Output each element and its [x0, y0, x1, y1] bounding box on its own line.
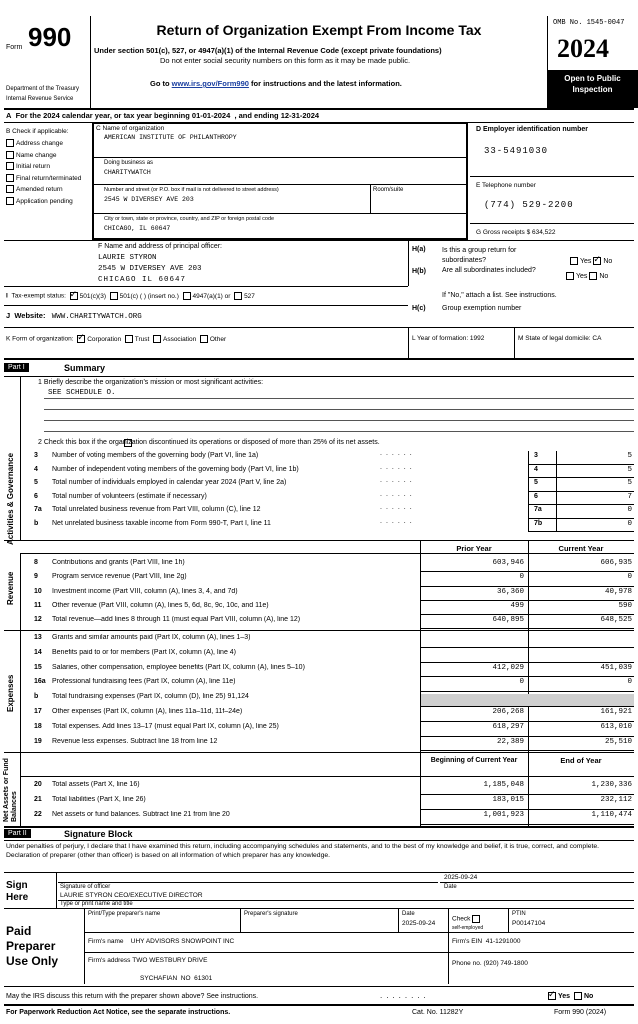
goto-line	[150, 79, 402, 88]
checkbox-address-change[interactable]: Address change	[6, 138, 81, 150]
irs-link[interactable]: www.irs.gov/Form990	[171, 79, 249, 88]
line-number: b	[34, 519, 39, 527]
ptin-label: PTIN	[512, 911, 526, 917]
line-number: 21	[34, 796, 42, 803]
line-number: 18	[34, 722, 42, 730]
current-year-value: 0	[627, 573, 632, 582]
current-year-value: 1,230,336	[591, 781, 632, 789]
ha-options	[570, 257, 612, 265]
prior-year-header: Prior Year	[456, 544, 492, 553]
year-of-formation: L Year of formation: 1992	[412, 335, 485, 342]
line-text: Total number of individuals employed in calendar year 2024 (Part V, line 2a)	[52, 479, 287, 486]
website-row: J Website: WWW.CHARITYWATCH.ORG	[6, 311, 142, 321]
line-number: 5	[34, 479, 38, 486]
prior-year-value: 0	[519, 573, 524, 582]
line-text: Salaries, other compensation, employee benefits (Part IX, column (A), lines 5–10)	[52, 663, 305, 671]
officer-street: 2545 W DIVERSEY AVE 203	[98, 265, 202, 273]
phone-label: E Telephone number	[476, 182, 536, 189]
hc-label: H(c)	[412, 305, 426, 312]
hb-text: Are all subordinates included?	[442, 267, 536, 274]
line-number: 20	[34, 781, 42, 788]
firm-row: Firm's name UHY ADVISORS SNOWPOINT INC	[88, 938, 235, 945]
self-employed-label: self-employed	[452, 925, 484, 931]
hb-no[interactable]: No	[589, 273, 608, 280]
sign-here: Sign Here	[6, 880, 29, 903]
governance-line	[0, 465, 638, 479]
line-box-label: 5	[534, 479, 538, 486]
financial-line	[0, 615, 638, 629]
line-text: Benefits paid to or for members (Part IX, column (A), line 4)	[52, 648, 237, 656]
line-text: Contributions and grants (Part VIII, line 1h)	[52, 559, 185, 566]
ein-label: D Employer identification number	[476, 126, 589, 133]
line-text: Net assets or fund balances. Subtract line 21 from line 20	[52, 811, 230, 818]
line-number: 14	[34, 648, 42, 656]
line-text: Investment income (Part VIII, column (A), lines 3, 4, and 7d)	[52, 587, 238, 595]
financial-line	[0, 648, 638, 663]
checkbox-initial-return[interactable]: Initial return	[6, 161, 81, 173]
financial-line	[0, 633, 638, 648]
line-number: 6	[34, 492, 38, 500]
line-value: 7	[627, 492, 632, 501]
dba-label: Doing business as	[104, 160, 154, 166]
org-corporation[interactable]: ✓ Corporation	[77, 336, 121, 343]
line-number: 19	[34, 737, 42, 745]
line-number: 3	[34, 452, 38, 459]
discuss-options	[548, 992, 593, 1000]
org-association[interactable]: Association	[153, 336, 196, 343]
firm-address: Firm's address TWO WESTBURY DRIVE	[88, 957, 208, 964]
ha-text: Is this a group return for subordinates?	[442, 247, 517, 264]
line-number: 8	[34, 559, 38, 566]
tax-exempt-status: I Tax-exempt status: ✓ 501(c)(3) 501(c) ( ) (insert no.) 4947(a)(1) or 527	[6, 292, 255, 300]
discuss-dots: ........	[380, 991, 430, 1000]
financial-line	[0, 737, 638, 752]
line-text: Total liabilities (Part X, line 26)	[52, 796, 146, 803]
hc-text: Group exemption number	[442, 305, 522, 312]
financial-line	[0, 558, 638, 572]
hb-options	[566, 272, 608, 280]
section-b-list	[6, 138, 81, 207]
form-title: Return of Organization Exempt From Income Tax	[156, 22, 482, 38]
governance-line	[0, 505, 638, 519]
hb-yes[interactable]: Yes	[566, 273, 587, 280]
form-of-org: K Form of organization: ✓ Corporation Trust Association Other	[6, 335, 226, 343]
leader-dots: ......	[380, 450, 416, 457]
checkbox-name-change[interactable]: Name change	[6, 150, 81, 162]
form-label: Form	[6, 44, 23, 51]
cat-number: Cat. No. 11282Y	[412, 1009, 464, 1016]
discuss-question: May the IRS discuss this return with the preparer shown above? See instructions.	[6, 993, 259, 1000]
self-employed-check[interactable]: Check	[452, 915, 482, 923]
sign-date-label: Date	[444, 884, 457, 890]
form-footer-id: Form 990 (2024)	[554, 1009, 607, 1016]
eoy-header: End of Year	[560, 756, 602, 765]
line-text: Net unrelated business taxable income from Form 990-T, Part I, line 11	[52, 519, 271, 527]
line-text: Total revenue—add lines 8 through 11 (must equal Part VIII, column (A), line 12)	[52, 616, 301, 624]
goto-prefix: Go to	[150, 79, 170, 88]
financial-line	[0, 572, 638, 586]
hb-note: If "No," attach a list. See instructions.	[442, 292, 557, 299]
line-box-label: 7a	[534, 506, 542, 513]
prior-year-value: 499	[510, 601, 524, 610]
status-501c[interactable]: 501(c) ( ) (insert no.)	[110, 293, 179, 300]
room-label: Room/suite	[373, 187, 404, 193]
financial-line	[0, 663, 638, 678]
side-activities-governance: Activities & Governance	[6, 452, 15, 545]
line-number: 7a	[34, 506, 42, 513]
line-text: Total unrelated business revenue from Part VIII, column (C), line 12	[52, 506, 261, 513]
line-text: Other expenses (Part IX, column (A), lines 11a–11d, 11f–24e)	[52, 708, 243, 715]
city-label: City or town, state or province, country, and ZIP or foreign postal code	[104, 216, 275, 222]
org-other[interactable]: Other	[200, 336, 226, 343]
officer-name: LAURIE STYRON	[98, 254, 157, 262]
leader-dots: ......	[380, 477, 416, 484]
current-year-value: 25,510	[604, 737, 632, 746]
preparer-name-label: Print/Type preparer's name	[88, 911, 161, 917]
financial-line	[0, 780, 638, 795]
paid-preparer-title: Paid Preparer Use Only	[6, 924, 59, 968]
discuss-yes[interactable]: ✓ Yes	[548, 993, 570, 1000]
line-number: 15	[34, 663, 42, 671]
checkbox-amended-return[interactable]: Amended return	[6, 184, 81, 196]
line-value: 0	[627, 519, 632, 528]
hb-label: H(b)	[412, 268, 426, 275]
line-text: Number of independent voting members of the governing body (Part VI, line 1b)	[52, 465, 299, 473]
financial-line	[0, 810, 638, 825]
line-box-label: 3	[534, 452, 538, 459]
preparer-date-value: 2025-09-24	[402, 920, 436, 927]
governance-line	[0, 492, 638, 506]
prior-year-value: 183,015	[492, 796, 524, 804]
city-value: CHICAGO, IL 60647	[104, 225, 171, 232]
line-number: 22	[34, 811, 42, 818]
section-b-title: B Check if applicable:	[6, 128, 69, 135]
line-value: 0	[627, 506, 632, 514]
irs-label: Internal Revenue Service	[6, 96, 74, 102]
leader-dots: ......	[380, 490, 416, 498]
prior-year-value: 0	[519, 678, 524, 687]
financial-line	[0, 677, 638, 692]
signature-label: Signature of officer	[60, 884, 111, 890]
leader-dots: ......	[380, 463, 416, 471]
prior-year-value: 618,297	[492, 722, 524, 731]
status-4947[interactable]: 4947(a)(1) or	[183, 293, 231, 300]
line-a: A For the 2024 calendar year, or tax year beginning 01-01-2024 , and ending 12-31-2024	[6, 111, 320, 120]
firm-name: UHY ADVISORS SNOWPOINT INC	[130, 938, 235, 945]
current-year-value: 613,010	[600, 722, 632, 731]
current-year-value: 40,978	[604, 587, 632, 596]
governance-line	[0, 451, 638, 465]
line-text: Revenue less expenses. Subtract line 18 from line 12	[52, 737, 218, 745]
current-year-value: 451,039	[600, 663, 632, 672]
prior-year-value: 1,185,048	[483, 781, 524, 789]
ha-no[interactable]: ✓ No	[593, 258, 612, 265]
line-number: 17	[34, 708, 42, 715]
line-text: Program service revenue (Part VIII, line 2g)	[52, 573, 187, 581]
governance-line	[0, 519, 638, 533]
street-label: Number and street (or P.O. box if mail is not delivered to street address)	[104, 187, 279, 193]
line-number: 11	[34, 601, 42, 609]
current-year-value: 0	[627, 678, 632, 687]
current-year-value: 161,921	[600, 708, 632, 716]
prior-year-value: 206,268	[492, 708, 524, 716]
line-text: Grants and similar amounts paid (Part IX, column (A), lines 1–3)	[52, 634, 251, 641]
ein-value: 33-5491030	[484, 146, 549, 156]
org-trust[interactable]: Trust	[125, 336, 150, 343]
tax-year	[557, 34, 609, 64]
side-expenses: Expenses	[6, 674, 15, 712]
line-text: Total expenses. Add lines 13–17 (must equal Part IX, column (A), line 25)	[52, 722, 279, 730]
current-year-value: 590	[618, 601, 632, 610]
line-number: 13	[34, 634, 42, 641]
prior-year-value: 603,946	[492, 559, 524, 567]
prior-year-value: 1,001,923	[483, 811, 524, 819]
firm-ein: Firm's EIN 41-1291000	[452, 938, 521, 945]
org-name: AMERICAN INSTITUTE OF PHILANTHROPY	[104, 134, 237, 141]
ha-yes[interactable]: Yes	[570, 258, 591, 265]
open-to-public-badge: Open to Public Inspection	[547, 70, 638, 108]
firm-address-2: SYCHAFIAN NO 61301	[140, 975, 213, 982]
line-number: 12	[34, 616, 42, 624]
signing-officer: LAURIE STYRON CEO/EXECUTIVE DIRECTOR	[60, 892, 203, 899]
type-name-label: Type or print name and title	[60, 901, 133, 907]
checkbox-application-pending[interactable]: Application pending	[6, 196, 81, 208]
part1-title: Summary	[64, 363, 106, 373]
line-text: Total fundraising expenses (Part IX, column (D), line 25) 91,124	[52, 693, 249, 701]
financial-line	[0, 587, 638, 601]
officer-city: CHICAGO IL 60647	[98, 276, 187, 284]
prior-year-value: 640,895	[492, 616, 524, 625]
preparer-date-label: Date	[402, 911, 415, 917]
street-value: 2545 W DIVERSEY AVE 203	[104, 196, 194, 203]
gross-receipts: G Gross receipts $ 634,522	[476, 229, 556, 236]
line1-text: 1 Briefly describe the organization's mission or most significant activities:	[38, 379, 264, 386]
line-number: 16a	[34, 678, 46, 686]
part2-title: Signature Block	[64, 829, 133, 839]
side-net-assets: Net Assets or Fund Balances	[3, 758, 18, 822]
line-number: b	[34, 693, 39, 701]
part2-tag: Part II	[4, 829, 31, 838]
officer-label: F Name and address of principal officer:	[98, 243, 222, 250]
perjury-text: Under penalties of perjury, I declare that I have examined this return, including accompanying schedules and statements, and to the best of my knowledge and belief, it is true, correct, and complete. Declaration of preparer (other than officer) is based on all information of which preparer has any knowledge.	[6, 843, 600, 859]
line-text: Number of voting members of the governing body (Part VI, line 1a)	[52, 452, 259, 459]
status-501c3[interactable]: ✓ 501(c)(3)	[70, 293, 106, 300]
line1-value: SEE SCHEDULE O.	[48, 389, 116, 397]
preparer-sig-label: Preparer's signature	[244, 911, 298, 917]
line-box-label: 7b	[534, 519, 543, 527]
line-text: Other revenue (Part VIII, column (A), lines 5, 6d, 8c, 9c, 10c, and 11e)	[52, 601, 269, 609]
status-527[interactable]: 527	[234, 293, 255, 300]
prior-year-value: 36,360	[496, 587, 524, 596]
part1-tag: Part I	[4, 363, 29, 372]
financial-line	[0, 707, 638, 722]
prior-year-value: 412,029	[492, 663, 524, 672]
financial-line	[0, 601, 638, 615]
ha-label: H(a)	[412, 246, 426, 253]
current-year-value: 648,525	[600, 616, 632, 625]
line-text: Total assets (Part X, line 16)	[52, 781, 140, 788]
org-name-label: C Name of organization	[96, 125, 165, 132]
financial-line	[0, 722, 638, 737]
leader-dots: ......	[380, 504, 416, 511]
side-revenue: Revenue	[6, 571, 15, 605]
line-text: Professional fundraising fees (Part IX, column (A), line 11e)	[52, 678, 236, 686]
form-number: 990	[28, 22, 72, 52]
financial-line	[0, 795, 638, 810]
line-value: 5	[627, 479, 632, 487]
boy-header: Beginning of Current Year	[430, 757, 518, 764]
omb-number: OMB No. 1545-0047	[553, 19, 625, 27]
dept-treasury: Department of the Treasury	[6, 86, 80, 92]
financial-line	[0, 692, 638, 707]
leader-dots: ......	[380, 517, 416, 525]
discuss-no[interactable]: No	[574, 993, 593, 1000]
checkbox-final-return[interactable]: Final return/terminated	[6, 173, 81, 185]
current-year-value: 1,110,474	[591, 811, 632, 819]
sign-date-value: 2025-09-24	[444, 874, 478, 881]
paperwork-notice: For Paperwork Reduction Act Notice, see the separate instructions.	[6, 1009, 231, 1016]
line-number: 10	[34, 587, 42, 595]
line-value: 5	[627, 465, 632, 474]
form-subtitle-2: Do not enter social security numbers on this form as it may be made public.	[160, 56, 411, 65]
line-number: 4	[34, 465, 38, 473]
website-value[interactable]: WWW.CHARITYWATCH.ORG	[51, 313, 142, 321]
line2-text: 2 Check this box if the organization discontinued its operations or disposed of more than 25% of its net assets.	[38, 439, 380, 446]
line-value: 5	[627, 452, 632, 460]
tax-year-text: 2024	[557, 34, 609, 63]
firm-phone: Phone no. (920) 749-1800	[452, 960, 528, 967]
line-text: Total number of volunteers (estimate if necessary)	[52, 492, 207, 500]
ptin-value: P00147104	[512, 920, 546, 927]
line-number: 9	[34, 573, 38, 581]
current-year-value: 232,112	[600, 796, 632, 804]
state-domicile: M State of legal domicile: CA	[518, 335, 602, 342]
line2-checkbox[interactable]	[124, 439, 132, 447]
dba-value: CHARITYWATCH	[104, 169, 151, 176]
form-subtitle-1: Under section 501(c), 527, or 4947(a)(1) of the Internal Revenue Code (except private foundations)	[94, 46, 442, 55]
current-year-value: 606,935	[600, 559, 632, 567]
prior-year-value: 22,389	[496, 737, 524, 746]
line-box-label: 4	[534, 465, 538, 473]
current-year-header: Current Year	[558, 544, 604, 553]
governance-line	[0, 478, 638, 492]
phone-value: (774) 529-2200	[484, 200, 574, 210]
goto-suffix: for instructions and the latest information.	[251, 79, 402, 88]
line-box-label: 6	[534, 492, 538, 500]
